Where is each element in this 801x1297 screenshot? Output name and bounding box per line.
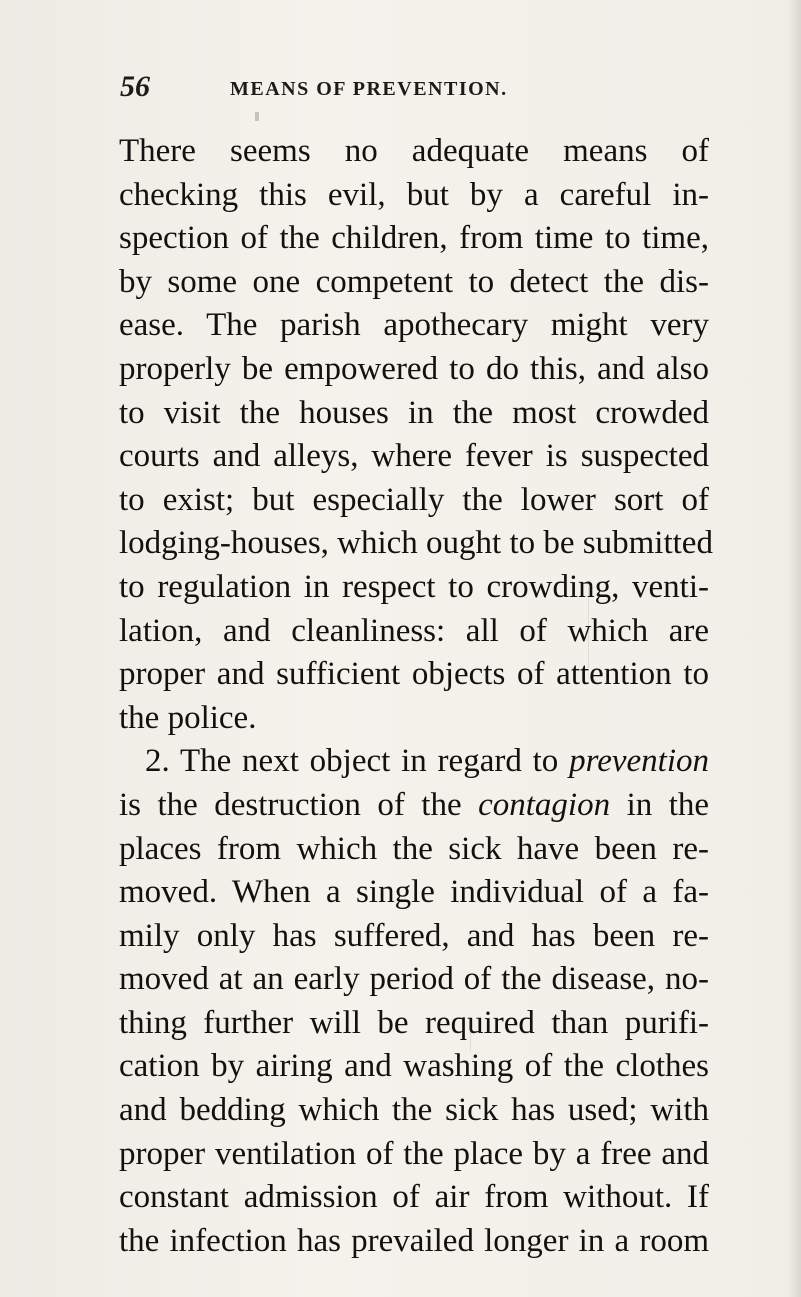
text-line-14: the police.	[119, 699, 257, 736]
header-title: MEANS OF PREVENTION.	[230, 78, 508, 100]
text-line-18: moved. When a single individual of a fa-	[119, 874, 709, 911]
text-line-20: moved at an early period of the disease, no-	[119, 961, 709, 998]
text-line-4: by some one competent to detect the dis-	[119, 263, 709, 300]
text-line-21: thing further will be required than purifi-	[119, 1004, 709, 1041]
paper-speck	[470, 1018, 471, 1052]
text-line-2: checking this evil, but by a careful in-	[119, 176, 709, 213]
text-line-19: mily only has suffered, and has been re-	[119, 917, 709, 954]
text-line-5: ease. The parish apothecary might very	[119, 307, 709, 344]
text-line-11: to regulation in respect to crowding, venti-	[119, 568, 709, 605]
text-line-24: proper ventilation of the place by a free and	[119, 1135, 709, 1172]
text-line-16: is the destruction of the contagion in the	[119, 786, 710, 823]
text-line-7: to visit the houses in the most crowded	[119, 394, 709, 431]
text-line-26: the infection has prevailed longer in a room	[119, 1222, 709, 1259]
paper-speck	[255, 112, 259, 121]
text-line-10: lodging-houses, which ought to be submitted	[119, 525, 713, 562]
text-line-3: spection of the children, from time to time,	[119, 220, 709, 257]
text-line-22: cation by airing and washing of the clothes	[119, 1048, 709, 1085]
text-line-6: properly be empowered to do this, and also	[119, 350, 709, 387]
text-line-8: courts and alleys, where fever is suspected	[119, 438, 709, 475]
text-line-9: to exist; but especially the lower sort of	[119, 481, 709, 518]
text-line-12: lation, and cleanliness: all of which are	[119, 612, 709, 649]
running-head	[120, 70, 680, 110]
text-line-1: There seems no adequate means of	[119, 133, 709, 169]
italic-prevention: prevention	[569, 743, 709, 780]
text-line-13: proper and sufficient objects of attention to	[119, 656, 709, 693]
italic-contagion: contagion	[478, 786, 611, 823]
page-edge-shadow	[787, 0, 801, 1297]
paper-speck	[588, 580, 589, 670]
text-line-25: constant admission of air from without. If	[119, 1179, 709, 1216]
text-line-17: places from which the sick have been re-	[119, 830, 709, 867]
text-line-23: and bedding which the sick has used; with	[119, 1092, 709, 1129]
body-text	[119, 130, 713, 1263]
text-line-15: 2. The next object in regard to prevention	[145, 743, 709, 780]
page-number: 56	[120, 70, 150, 103]
